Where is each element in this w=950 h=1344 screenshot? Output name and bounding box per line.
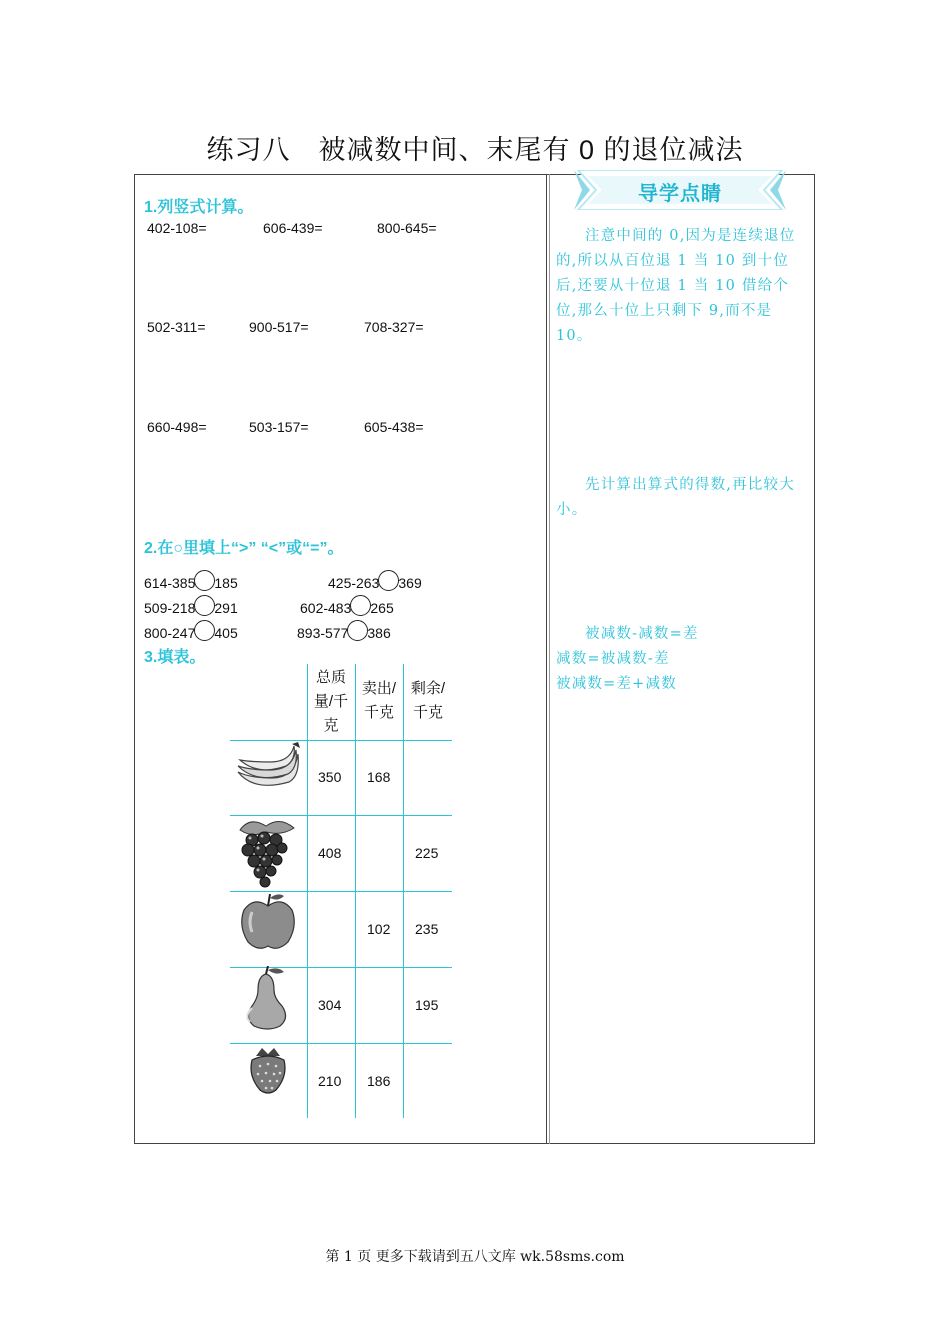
column-divider bbox=[546, 174, 547, 1144]
answer-circle[interactable] bbox=[194, 570, 215, 591]
answer-circle[interactable] bbox=[194, 595, 215, 616]
tip-consecutive-borrow: 注意中间的 0,因为是连续退位的,所以从百位退 1 当 10 到十位后,还要从十位退 1 当 10 借给个位,那么十位上只剩下 9,而不是 10。 bbox=[556, 228, 796, 344]
expression: 606-439= bbox=[263, 220, 323, 236]
expression: 402-108= bbox=[147, 220, 207, 236]
cell-remain: 225 bbox=[415, 845, 439, 861]
answer-circle[interactable] bbox=[347, 620, 368, 641]
column-divider-inner bbox=[549, 174, 550, 1144]
cell-total: 350 bbox=[318, 769, 342, 785]
pear-icon bbox=[240, 966, 292, 1032]
comparison-item: 509-218 291 bbox=[144, 595, 238, 616]
section1-heading: 1.列竖式计算。 bbox=[144, 199, 254, 216]
cell-remain: 235 bbox=[415, 921, 439, 937]
expression: 708-327= bbox=[364, 319, 424, 335]
comparison-item: 800-247 405 bbox=[144, 620, 238, 641]
comparison-item: 425-263 369 bbox=[328, 570, 422, 591]
grapes-icon bbox=[236, 816, 298, 888]
header-remain: 剩余/ 千克 bbox=[410, 680, 446, 721]
page-footer: 第 1 页 更多下载请到五八文库 wk.58sms.com bbox=[325, 1249, 625, 1265]
cell-total: 210 bbox=[318, 1073, 342, 1089]
header-total: 总质 量/千 克 bbox=[313, 669, 349, 734]
table-hline bbox=[230, 1043, 452, 1044]
answer-circle[interactable] bbox=[194, 620, 215, 641]
expression: 660-498= bbox=[147, 419, 207, 435]
strawberry-icon bbox=[248, 1046, 288, 1096]
section2-heading: 2.在○里填上“>” “<”或“=”。 bbox=[144, 540, 344, 557]
expression: 900-517= bbox=[249, 319, 309, 335]
header-sold: 卖出/ 千克 bbox=[361, 680, 397, 721]
banana-icon bbox=[234, 742, 304, 792]
cell-sold: 102 bbox=[367, 921, 391, 937]
expression: 502-311= bbox=[147, 319, 206, 335]
cell-total: 304 bbox=[318, 997, 342, 1013]
cell-remain: 195 bbox=[415, 997, 439, 1013]
guide-banner-title: 导学点睛 bbox=[638, 183, 722, 205]
apple-icon bbox=[238, 892, 298, 952]
expression: 503-157= bbox=[249, 419, 309, 435]
expression: 605-438= bbox=[364, 419, 424, 435]
cell-sold: 168 bbox=[367, 769, 391, 785]
cell-total: 408 bbox=[318, 845, 342, 861]
answer-circle[interactable] bbox=[350, 595, 371, 616]
answer-circle[interactable] bbox=[378, 570, 399, 591]
tip-compare: 先计算出算式的得数,再比较大小。 bbox=[556, 477, 795, 518]
section3-heading: 3.填表。 bbox=[144, 649, 206, 666]
cell-sold: 186 bbox=[367, 1073, 391, 1089]
table-hline bbox=[230, 740, 452, 741]
comparison-item: 614-385 185 bbox=[144, 570, 238, 591]
tip-formulas: 被减数-减数=差 减数=被减数-差 被减数=差+减数 bbox=[556, 626, 699, 692]
expression: 800-645= bbox=[377, 220, 437, 236]
comparison-item: 602-483 265 bbox=[300, 595, 394, 616]
comparison-item: 893-577 386 bbox=[297, 620, 391, 641]
page-title: 练习八 被减数中间、末尾有 0 的退位减法 bbox=[206, 135, 744, 165]
